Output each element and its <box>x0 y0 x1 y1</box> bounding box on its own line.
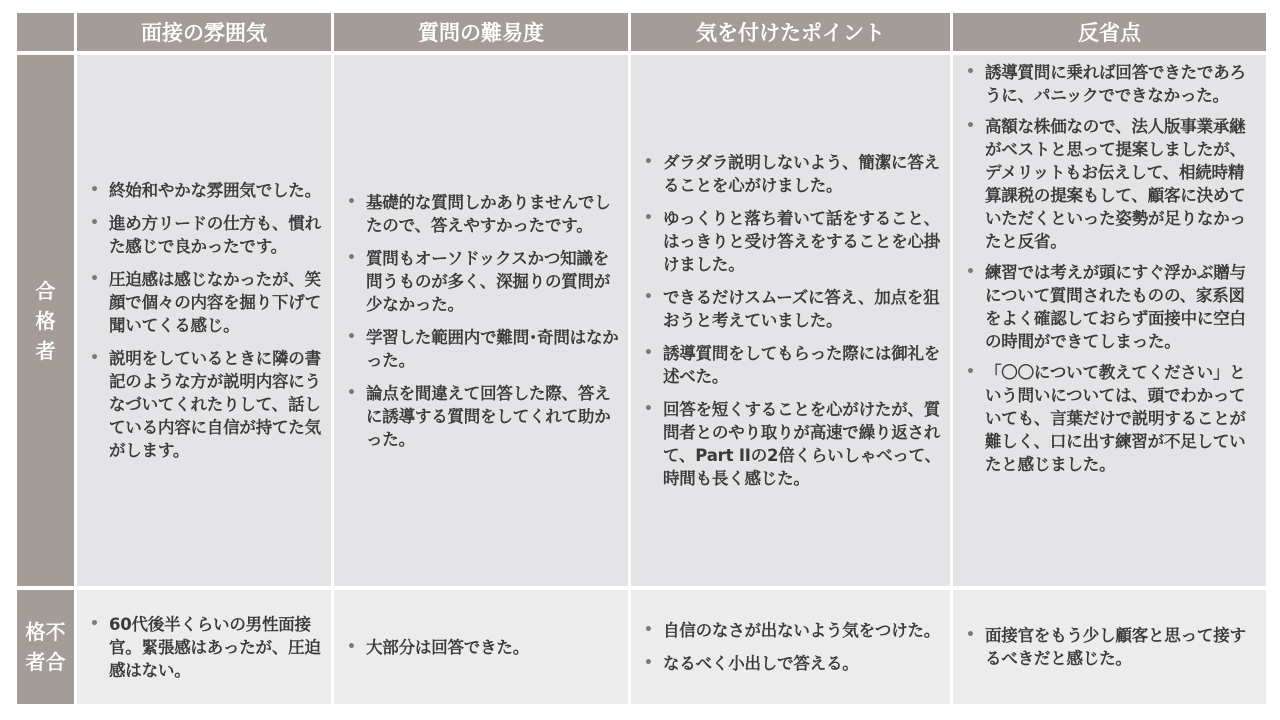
bullet-list <box>641 619 944 675</box>
cell-passed-difficulty <box>334 55 628 586</box>
bullet-list <box>641 151 944 490</box>
bullet-item: • 60代後半くらいの男性面接官。緊張感はあったが、圧迫感はない。 <box>87 613 325 682</box>
bullet-item: • 圧迫感は感じなかったが、笑顔で個々の内容を掘り下げて聞いてくる感じ。 <box>87 268 325 337</box>
bullet-item: • 誘導質問をしてもらった際には御礼を述べた。 <box>641 342 944 388</box>
bullet-item: • 論点を間違えて回答した際、答えに誘導する質問をしてくれて助かった。 <box>344 382 622 451</box>
row-label-passed <box>17 55 74 586</box>
bullet-item: • 説明をしているときに隣の書記のような方が説明内容にうなづいてくれたりして、話している内容に自信が持てた気がします。 <box>87 347 325 462</box>
row-label-line: 格不 <box>25 620 66 644</box>
bullet-list <box>87 179 325 462</box>
bullet-item: • 「〇〇について教えてください」という問いについては、頭でわかっていても、言葉だけで説明することが難しく、口に出す練習が不足していたと感じました。 <box>963 361 1260 476</box>
header-points: 気を付けたポイント <box>631 13 950 51</box>
bullet-item: • 終始和やかな雰囲気でした。 <box>87 179 325 202</box>
row-label-line: 格 <box>35 308 56 333</box>
row-label-line: 者 <box>35 338 56 363</box>
bullet-item: • ダラダラ説明しないよう、簡潔に答えることを心がけました。 <box>641 151 944 197</box>
bullet-item: • 誘導質問に乗れば回答できたであろうに、パニックでできなかった。 <box>963 61 1260 107</box>
cell-failed-difficulty <box>334 590 628 704</box>
bullet-item: • 回答を短くすることを心がけたが、質問者とのやり取りが高速で繰り返されて、Part IIの2倍くらいしゃべって、時間も長く感じた。 <box>641 398 944 490</box>
header-difficulty: 質問の難易度 <box>334 13 628 51</box>
cell-failed-atmosphere <box>77 590 331 704</box>
bullet-list <box>963 624 1260 670</box>
header-atmosphere: 面接の雰囲気 <box>77 13 331 51</box>
bullet-item: • 面接官をもう少し顧客と思って接するべきだと感じた。 <box>963 624 1260 670</box>
bullet-item: • 練習では考えが頭にすぐ浮かぶ贈与について質問されたものの、家系図をよく確認しておらず面接中に空白の時間ができてしまった。 <box>963 261 1260 353</box>
cell-failed-points <box>631 590 950 704</box>
bullet-item: • 自信のなさが出ないよう気をつけた。 <box>641 619 944 642</box>
row-label-failed <box>17 590 74 704</box>
bullet-item: • 大部分は回答できた。 <box>344 636 622 659</box>
cell-failed-reflection <box>953 590 1266 704</box>
bullet-item: • ゆっくりと落ち着いて話をすること、はっきりと受け答えをすることを心掛けました。 <box>641 207 944 276</box>
bullet-item: • 学習した範囲内で難問･奇問はなかった。 <box>344 326 622 372</box>
bullet-list <box>963 61 1260 484</box>
cell-passed-atmosphere <box>77 55 331 586</box>
bullet-list <box>344 191 622 451</box>
bullet-item: • 進め方リードの仕方も、慣れた感じで良かったです。 <box>87 212 325 258</box>
row-label-line: 合 <box>35 278 56 303</box>
bullet-item: • 高額な株価なので、法人版事業承継がベストと思って提案しましたが、デメリットもお伝えして、相続時精算課税の提案もして、顧客に決めていただくといった姿勢が足りなかったと反省。 <box>963 115 1260 253</box>
bullet-item: • 基礎的な質問しかありませんでしたので、答えやすかったです。 <box>344 191 622 237</box>
bullet-item: • 質問もオーソドックスかつ知識を問うものが多く、深掘りの質問が少なかった。 <box>344 247 622 316</box>
bullet-list <box>87 613 325 682</box>
row-label-line: 者合 <box>25 650 66 674</box>
comparison-table <box>17 13 1266 704</box>
bullet-item: • できるだけスムーズに答え、加点を狙おうと考えていました。 <box>641 286 944 332</box>
header-corner <box>17 13 74 51</box>
cell-passed-points <box>631 55 950 586</box>
bullet-list <box>344 636 622 659</box>
bullet-item: • なるべく小出しで答える。 <box>641 652 944 675</box>
header-reflection: 反省点 <box>953 13 1266 51</box>
cell-passed-reflection <box>953 55 1266 586</box>
